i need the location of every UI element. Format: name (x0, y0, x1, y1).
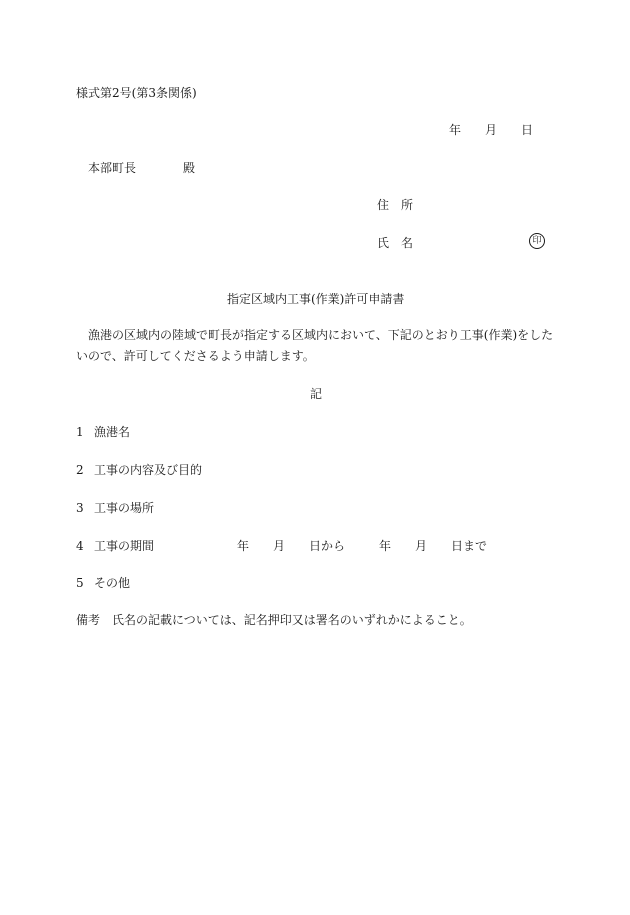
applicant-address-label: 住 所 (377, 198, 414, 212)
applicant-name-label: 氏 名 (377, 236, 414, 250)
date-year-label: 年 (449, 123, 462, 137)
seal-mark: 印 (529, 233, 545, 249)
body-paragraph: 漁港の区域内の陸域で町長が指定する区域内において、下記のとおり工事(作業)をしたいので、許可してくださるよう申請します。 (76, 328, 554, 363)
item-2-number: 2 (76, 463, 84, 477)
date-day-label: 日 (521, 123, 534, 137)
item-4-number: 4 (76, 539, 84, 553)
period-start-month: 月 (273, 539, 286, 553)
form-number: 様式第2号(第3条関係) (76, 86, 197, 100)
item-4-label: 工事の期間 (94, 539, 155, 553)
ki-heading: 記 (310, 387, 323, 401)
period-end-day: 日まで (451, 539, 488, 553)
period-start-year: 年 (237, 539, 250, 553)
remarks-text: 氏名の記載については、記名押印又は署名のいずれかによること。 (112, 613, 472, 627)
item-3-number: 3 (76, 501, 84, 515)
period-end-year: 年 (379, 539, 392, 553)
remarks-label: 備考 (76, 613, 101, 627)
item-1-label: 漁港名 (94, 425, 131, 439)
item-3-label: 工事の場所 (94, 501, 155, 515)
item-5-number: 5 (76, 576, 84, 590)
item-2-label: 工事の内容及び目的 (94, 463, 203, 477)
date-month-label: 月 (485, 123, 498, 137)
addressee-honorific: 殿 (183, 161, 196, 175)
addressee-name: 本部町長 (88, 161, 137, 175)
item-1-number: 1 (76, 425, 84, 439)
period-start-day: 日から (309, 539, 346, 553)
item-5-label: その他 (94, 576, 131, 590)
period-end-month: 月 (415, 539, 428, 553)
document-title: 指定区域内工事(作業)許可申請書 (227, 292, 405, 306)
